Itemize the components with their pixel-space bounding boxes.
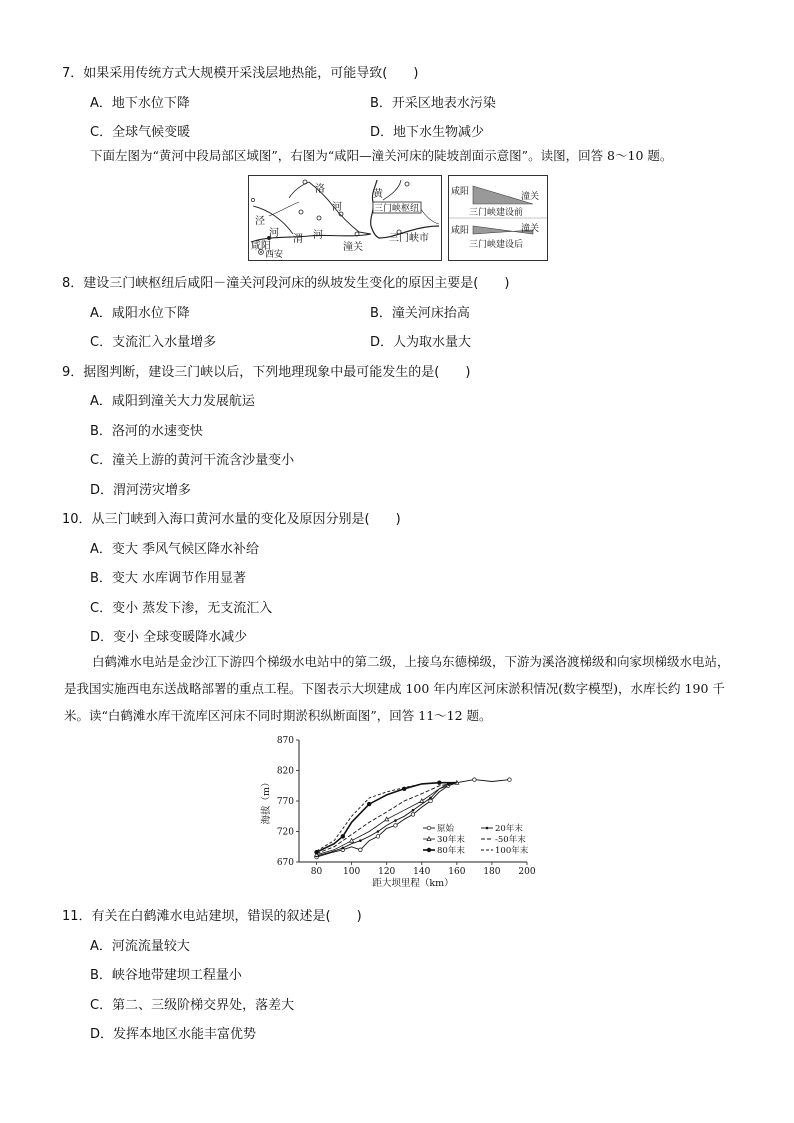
x-tick-label: 140 [413,867,431,877]
data-point [411,813,415,817]
after-caption: 三门峡建设后 [469,240,524,250]
q7-stem: 7．如果采用传统方式大规模开采浅层地热能，可能导致( ) [62,66,419,81]
q11-option-c: C．第二、三级阶梯交界处，落差大 [90,998,295,1013]
q8-stem: 8．建设三门峡枢纽后咸阳－潼关河段河床的纵坡发生变化的原因主要是( ) [62,276,510,291]
label-sanmenxia-dam: 三门峡枢纽 [374,204,420,214]
q10-option-d: D．变小 全球变暖降水减少 [90,630,248,645]
q9-option-c: C．潼关上游的黄河干流含沙量变小 [90,453,295,468]
q10-option-a: A．变大 季风气候区降水补给 [90,542,260,557]
data-point [394,819,397,822]
y-tick-label: 770 [276,797,294,807]
q7-option-a: A．地下水位下降 [90,96,190,111]
q7-option-d: D．地下水生物减少 [370,125,485,140]
y-tick-label: 720 [276,827,294,838]
after-right-label: 潼关 [521,224,540,234]
y-tick-label: 870 [276,736,294,746]
q8-option-d: D．人为取水量大 [370,335,472,350]
q8-option-b: B．潼关河床抬高 [370,306,470,321]
label-he-jing: 河 [269,228,279,239]
label-luo: 洛 [315,184,325,195]
q11-option-d: D．发挥本地区水能丰富优势 [90,1027,257,1042]
sediment-profile-chart [255,732,545,892]
legend-label: -50年末 [495,835,526,845]
data-point [394,824,398,828]
q11-option-b: B．峡谷地带建坝工程量小 [90,968,242,983]
label-tongguan: 潼关 [343,242,363,253]
passage-1: 下面左图为“黄河中段局部区域图”，右图为“咸阳—潼关河床的陡坡剖面示意图”。读图，回答 8～10 题。 [90,148,673,163]
q10-option-c: C．变小 蒸发下渗，无支流汇入 [90,601,273,616]
chart-svg [255,732,545,892]
riverbed-profile-figure [448,175,548,261]
q9-option-d: D．渭河涝灾增多 [90,483,192,498]
data-point [359,839,362,842]
yellow-river-map [248,175,442,261]
q9-stem: 9．据图判断，建设三门峡以后，下列地理现象中最可能发生的是( ) [62,365,471,380]
after-left-label: 咸阳 [451,226,470,236]
label-huang: 黄 [373,189,383,200]
data-point [342,847,345,850]
legend-label: 30年末 [437,835,465,845]
legend-label: 原始 [437,824,455,834]
data-point [420,799,424,803]
q7-option-b: B．开采区地表水污染 [370,96,496,111]
before-caption: 三门峡建设前 [469,208,524,218]
x-tick-label: 200 [518,867,536,877]
data-point [508,778,512,782]
x-tick-label: 120 [378,867,396,877]
legend-label: 80年末 [437,846,465,856]
legend-marker [427,848,431,852]
x-tick-label: 80 [310,867,323,877]
data-point [429,797,432,800]
data-point [473,778,477,782]
data-point [376,835,380,839]
before-left-label: 咸阳 [451,187,470,197]
q10-option-b: B．变大 水库调节作用显著 [90,571,247,586]
q8-option-c: C．支流汇入水量增多 [90,335,217,350]
data-point [377,830,380,833]
q10-stem: 10．从三门峡到入海口黄河水量的变化及原因分别是( ) [62,512,401,527]
data-point [412,809,415,812]
x-tick-label: 100 [343,867,361,877]
label-jing: 泾 [255,216,265,227]
y-tick-label: 670 [276,858,294,868]
q11-option-a: A．河流流量较大 [90,939,190,954]
legend-label: 20年末 [495,824,523,834]
label-sanmenxia-city: 三门峡市 [389,233,429,244]
legend-marker [486,827,489,830]
before-right-label: 潼关 [521,192,540,202]
q7-option-c: C．全球气候变暖 [90,125,191,140]
label-he-luo: 河 [332,202,342,213]
label-he-wei: 河 [313,230,323,241]
q11-stem: 11．有关在白鹤滩水电站建坝，错误的叙述是( ) [62,909,362,924]
label-xianyang: 咸阳 [251,241,271,252]
passage-2: 白鹤滩水电站是金沙江下游四个梯级水电站中的第二级，上接乌东德梯级，下游为溪洛渡梯级和向家坝梯级水电站，是我国实施西电东送战略部署的重点工程。下图表示大坝建成 100 年内库区河床淤积情况(数字模型)，水库长约 190 千米。读“白鹤滩水库干流库区河床不同时期淤积纵断面图”，回答 11～12 题。 [64,654,730,723]
q9-option-b: B．洛河的水速变快 [90,424,203,439]
data-point [367,802,371,806]
x-tick-label: 160 [448,867,466,877]
data-point [429,799,433,803]
legend-label: 100年末 [495,846,529,856]
label-xian: 西安 [265,250,284,260]
x-axis-label: 距大坝里程（km） [372,878,454,889]
q9-option-a: A．咸阳到潼关大力发展航运 [90,394,255,409]
data-point [341,834,345,838]
data-point [359,848,363,852]
x-tick-label: 180 [483,867,501,877]
y-tick-label: 820 [276,766,294,777]
y-axis-label: 海拔（m） [261,777,272,825]
q8-option-a: A．咸阳水位下降 [90,306,190,321]
legend-marker [427,826,431,830]
series-line [317,780,510,858]
label-wei: 渭 [293,234,303,245]
